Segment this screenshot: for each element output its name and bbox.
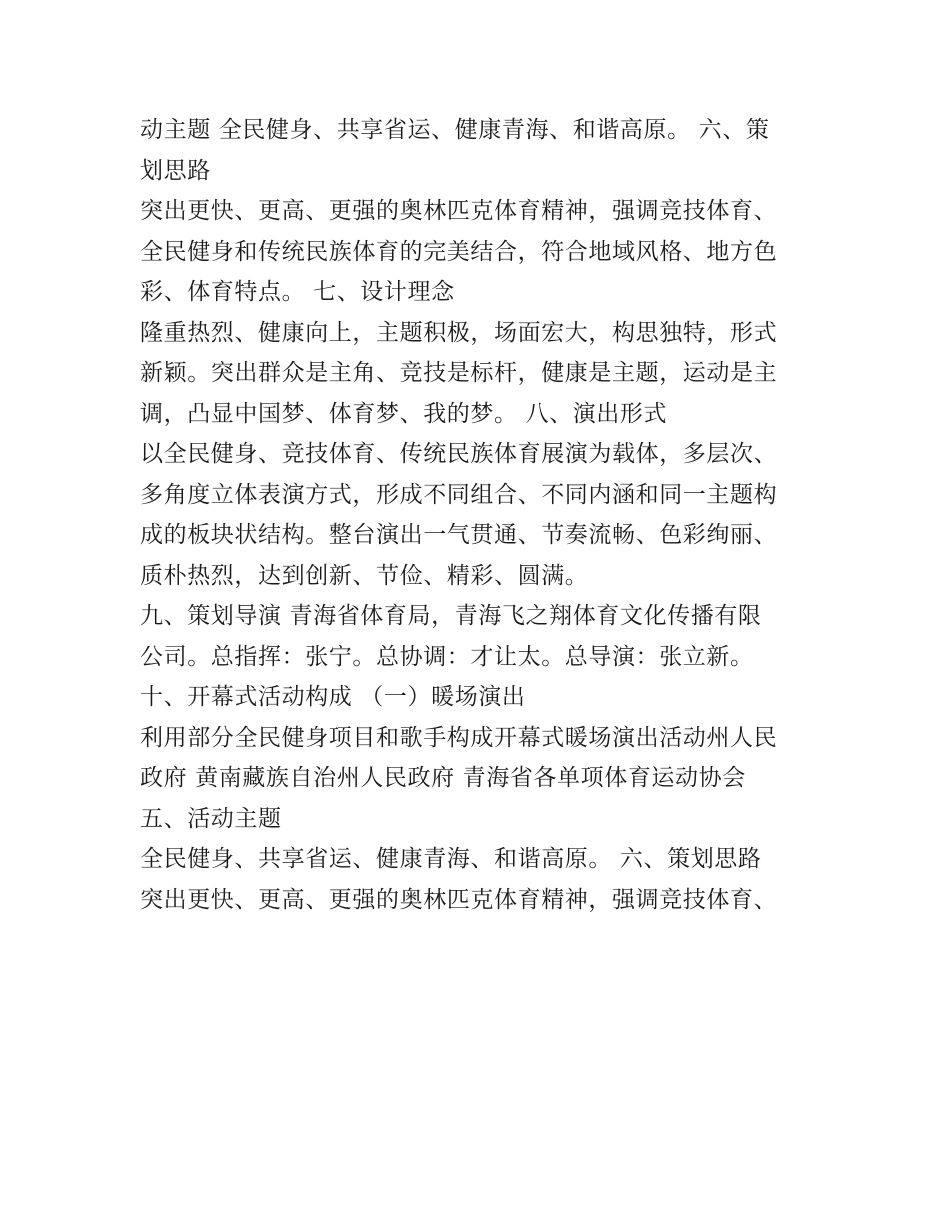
text-line: 十、开幕式活动构成 （一）暖场演出 [140, 684, 526, 710]
text-line: 政府 黄南藏族自治州人民政府 青海省各单项体育运动协会 [140, 765, 746, 791]
text-line: 突出更快、更高、更强的奥林匹克体育精神，强调竞技体育、 [140, 886, 778, 913]
text-line: 全民健身和传统民族体育的完美结合，符合地域风格、地方色 [140, 238, 778, 265]
text-line: 调，凸显中国梦、体育梦、我的梦。 八、演出形式 [140, 400, 668, 427]
text-line: 五、活动主题 [140, 805, 282, 832]
text-line: 利用部分全民健身项目和歌手构成开幕式暖场演出活动州人民 [140, 724, 778, 751]
text-line: 彩、体育特点。 七、设计理念 [140, 279, 455, 305]
text-line: 全民健身、共享省运、健康青海、和谐高原。 六、策划思路 [140, 846, 762, 872]
text-line: 隆重热烈、健康向上，主题积极，场面宏大，构思独特，形式 [140, 319, 778, 346]
text-line: 划思路 [140, 157, 211, 184]
text-line: 新颖。突出群众是主角、竞技是标杆，健康是主题，运动是主 [140, 360, 778, 386]
text-line: 突出更快、更高、更强的奥林匹克体育精神，强调竞技体育、 [140, 198, 778, 224]
text-line: 多角度立体表演方式，形成不同组合、不同内涵和同一主题构 [140, 481, 778, 508]
document-body [140, 110, 830, 920]
text-line: 成的板块状结构。整台演出一气贯通、节奏流畅、色彩绚丽、 [140, 522, 778, 548]
text-line: 公司。总指挥：张宁。总协调：才让太。总导演：张立新。 [140, 643, 754, 670]
text-line: 以全民健身、竞技体育、传统民族体育展演为载体，多层次、 [140, 441, 778, 467]
text-line: 质朴热烈，达到创新、节俭、精彩、圆满。 [140, 562, 589, 589]
text-line: 动主题 全民健身、共享省运、健康青海、和谐高原。 六、策 [140, 117, 770, 143]
text-line: 九、策划导演 青海省体育局，青海飞之翔体育文化传播有限 [140, 603, 762, 629]
